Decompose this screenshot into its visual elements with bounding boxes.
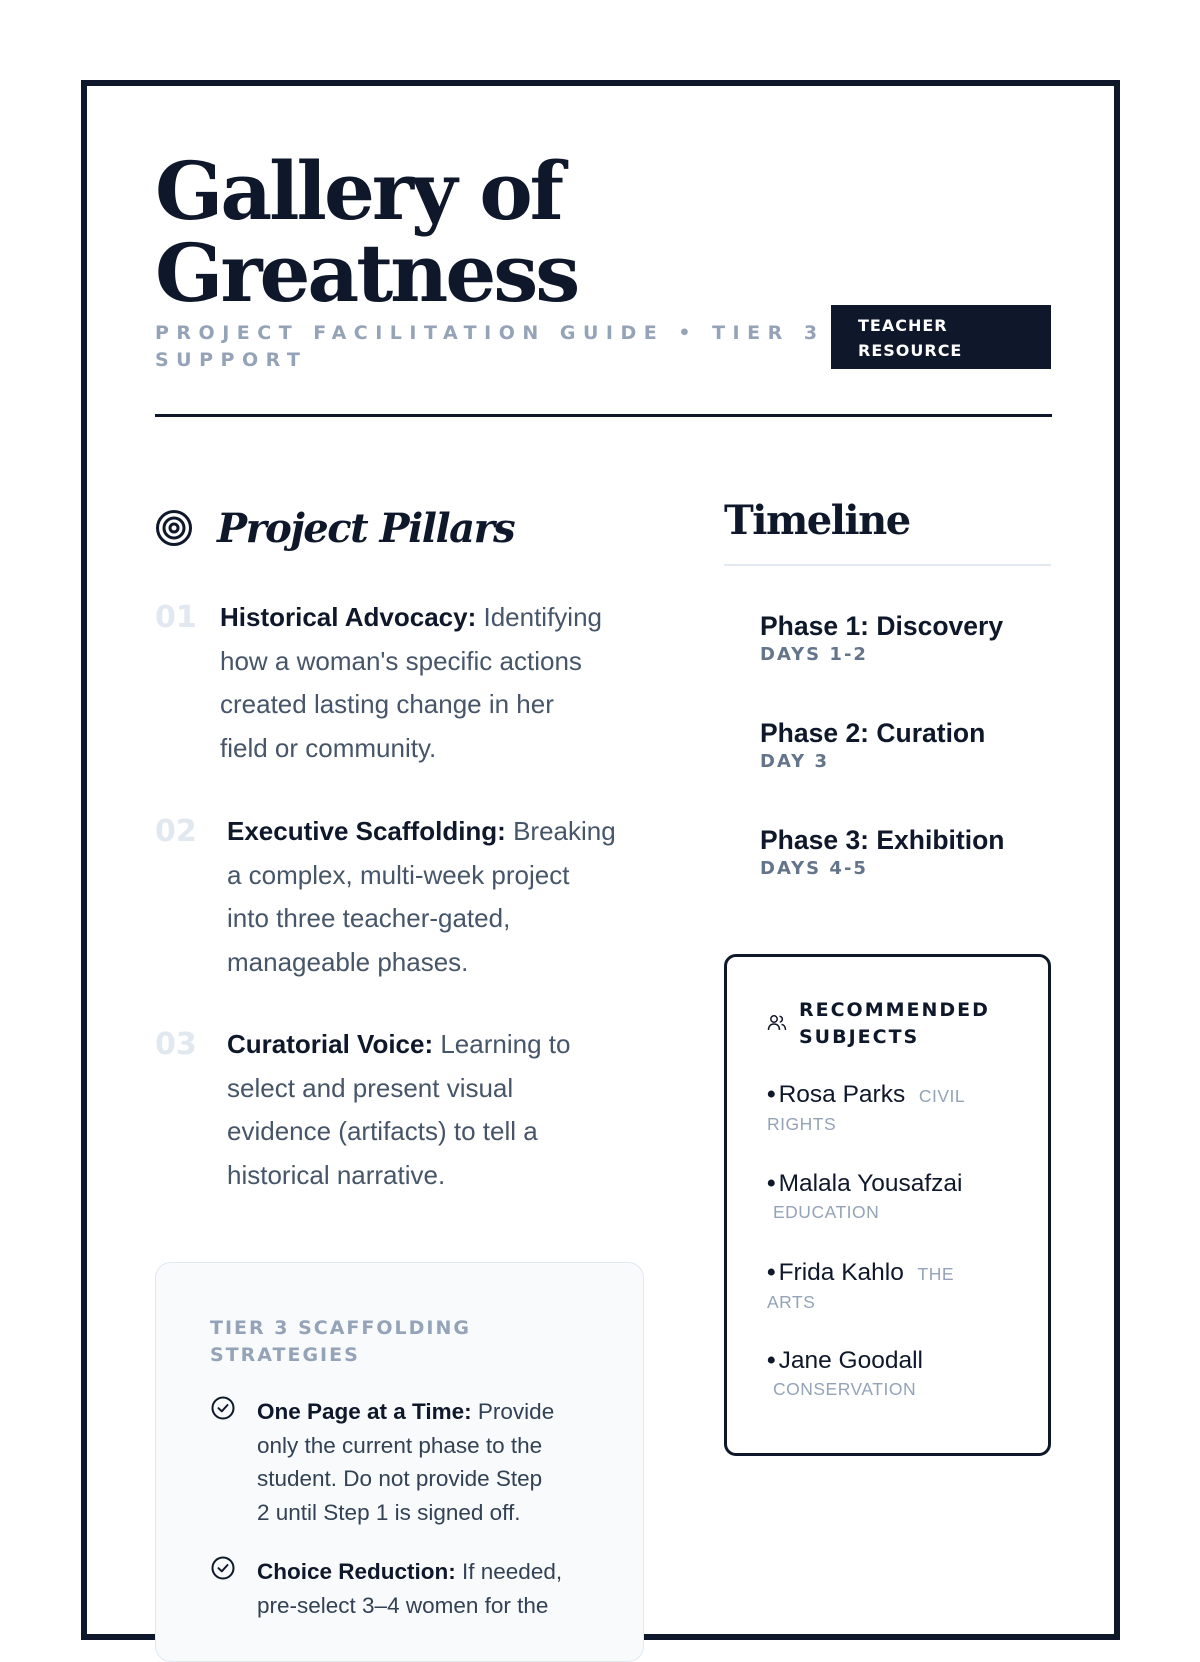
subject-name: Malala Yousafzai [778, 1170, 963, 1197]
pillar-line: Learning to [433, 1029, 571, 1059]
target-icon [155, 509, 193, 547]
strategy-line: 2 until Step 1 is signed off. [257, 1499, 521, 1525]
subject-tag: CONSERVATION [773, 1379, 917, 1399]
subject-tag: THE [917, 1264, 954, 1284]
phase-days: DAYS 4-5 [760, 858, 868, 879]
pillar-line: evidence (artifacts) to tell a [227, 1116, 538, 1146]
pillar-line: created lasting change in her [220, 689, 554, 719]
badge-line-1: TEACHER [858, 316, 948, 335]
pillar-item [155, 810, 645, 990]
subject-item [767, 1166, 997, 1223]
pillar-text [227, 1023, 570, 1197]
strategy-line: If needed, [455, 1559, 563, 1584]
pillar-number: 01 [155, 600, 197, 635]
subject-name: Rosa Parks [778, 1081, 906, 1108]
bullet: • [767, 1170, 776, 1197]
page-title [155, 144, 578, 320]
check-circle-icon [210, 1395, 236, 1421]
strategy-text [257, 1555, 597, 1622]
pillar-line: manageable phases. [227, 946, 469, 977]
subject-tag: CIVIL [918, 1086, 966, 1106]
pillar-line: historical narrative. [227, 1159, 446, 1190]
tier3-title-line-2: STRATEGIES [210, 1344, 360, 1366]
timeline-divider [724, 564, 1051, 566]
pillar-number: 02 [155, 814, 197, 849]
strategy-text [257, 1395, 597, 1529]
bullet: • [767, 1347, 776, 1374]
subject-item [767, 1343, 997, 1400]
subtitle-line-1: PROJECT FACILITATION GUIDE • TIER 3 [155, 322, 825, 344]
pillar-label: Curatorial Voice: [227, 1029, 434, 1059]
pillar-line: into three teacher-gated, [227, 903, 511, 933]
pillar-text [227, 810, 616, 984]
pillars-title: Project Pillars [217, 504, 515, 552]
badge-line-2: RESOURCE [858, 341, 963, 360]
strategy-item [210, 1555, 610, 1635]
recommended-subjects-card [724, 954, 1051, 1456]
subject-name: Jane Goodall [778, 1347, 923, 1374]
pillar-line: field or community. [220, 732, 437, 763]
strategy-label: Choice Reduction: [257, 1559, 456, 1584]
title-line-1: Gallery of [155, 144, 562, 238]
tier3-strategies-panel [155, 1262, 644, 1662]
pillars-heading [155, 500, 514, 556]
pillar-line: Identifying [476, 602, 602, 632]
strategy-line: student. Do not provide Step [257, 1466, 543, 1491]
check-circle-icon [210, 1555, 236, 1581]
phase-title: Phase 3: Exhibition [760, 825, 1005, 855]
bullet: • [767, 1081, 776, 1108]
pillar-item [155, 596, 645, 776]
subject-tag: ARTS [767, 1292, 816, 1312]
strategy-item [210, 1395, 610, 1535]
subjects-heading [767, 997, 1019, 1051]
timeline-phase [760, 716, 1060, 774]
strategy-line: pre-select 3–4 women for the [257, 1592, 549, 1618]
pillar-line: a complex, multi-week project [227, 859, 570, 890]
timeline-phase [760, 823, 1060, 881]
people-icon [767, 1013, 787, 1033]
pillar-label: Executive Scaffolding: [227, 816, 506, 846]
bullet: • [767, 1259, 776, 1286]
phase-title: Phase 2: Curation [760, 718, 986, 748]
pillar-line: select and present visual [227, 1072, 514, 1103]
pillar-text [220, 596, 602, 770]
subjects-title-line-2: SUBJECTS [799, 1026, 920, 1048]
pillar-line: how a woman's specific actions [220, 645, 582, 676]
subject-item [767, 1255, 997, 1313]
tier3-title-line-1: TIER 3 SCAFFOLDING [210, 1317, 471, 1339]
page-subtitle [155, 320, 825, 374]
subtitle-line-2: SUPPORT [155, 349, 308, 371]
tier3-title [210, 1315, 510, 1369]
strategy-label: One Page at a Time: [257, 1399, 472, 1424]
teacher-resource-badge [831, 305, 1051, 369]
pillar-number: 03 [155, 1027, 197, 1062]
subject-tag: EDUCATION [773, 1202, 880, 1222]
strategy-line: only the current phase to the [257, 1432, 543, 1458]
pillar-line: Breaking [505, 816, 616, 846]
pillar-item [155, 1023, 645, 1203]
header-divider [155, 414, 1052, 417]
phase-days: DAYS 1-2 [760, 644, 868, 665]
phase-title: Phase 1: Discovery [760, 611, 1004, 641]
subject-item [767, 1077, 997, 1135]
subjects-title [799, 997, 1019, 1051]
subject-tag: RIGHTS [767, 1114, 837, 1134]
pillar-label: Historical Advocacy: [220, 602, 477, 632]
title-line-2: Greatness [155, 226, 578, 320]
timeline-phase [760, 609, 1060, 667]
phase-days: DAY 3 [760, 751, 829, 772]
subject-name: Frida Kahlo [778, 1259, 904, 1286]
strategy-line: Provide [471, 1399, 555, 1424]
subjects-title-line-1: RECOMMENDED [799, 999, 990, 1021]
timeline-title: Timeline [724, 497, 910, 544]
